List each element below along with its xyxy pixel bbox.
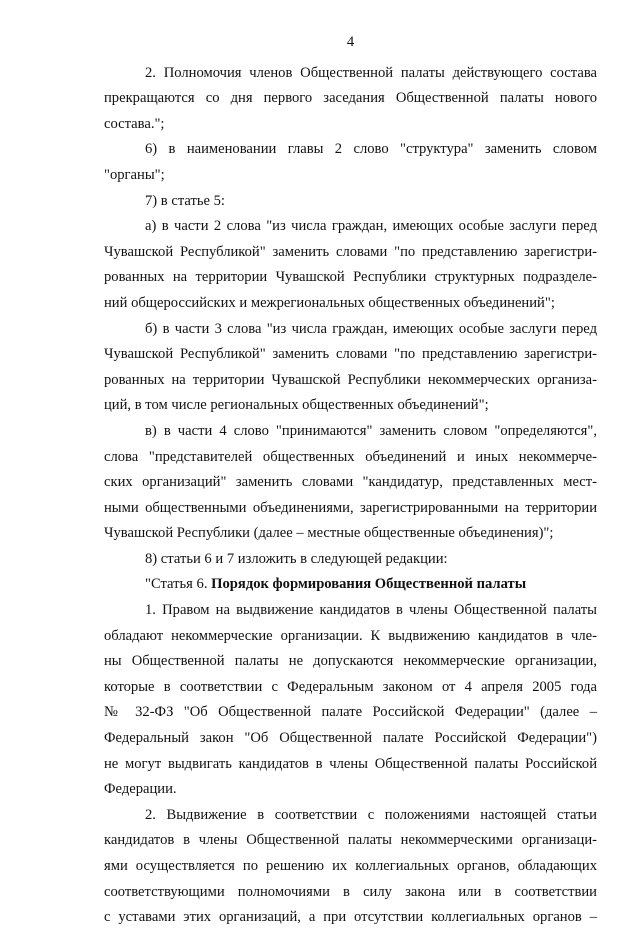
text-line: рованных на территории Чувашской Республики структурных подразделе-	[104, 269, 597, 286]
text-line: Чувашской Республикой" заменить словами "по представлению зарегистри-	[104, 243, 597, 260]
text-line: в) в части 4 слово "принимаются" заменить словом "определяются",	[145, 422, 597, 439]
text-line: 8) статьи 6 и 7 изложить в следующей редакции:	[145, 550, 448, 567]
text-line: кандидатов в члены Общественной палаты некоммерческими организаци-	[104, 832, 597, 849]
text-line: ний общероссийских и межрегиональных общественных объединений";	[104, 294, 555, 311]
text-line: состава.";	[104, 115, 165, 132]
page-number: 4	[346, 34, 355, 50]
text-line: Чувашской Республики (далее – местные общественные объединения)";	[104, 525, 554, 542]
text-line: Федеральный закон "Об Общественной палате Российской Федерации")	[104, 730, 597, 747]
text-line: ными общественными объединениями, зарегистрированными на территории	[104, 499, 597, 516]
text-line: "органы";	[104, 166, 165, 183]
text-line: 1. Правом на выдвижение кандидатов в члены Общественной палаты	[145, 602, 597, 619]
text-line: рованных на территории Чувашской Республики некоммерческих организа-	[104, 371, 597, 388]
text-line: обладают некоммерческие организации. К выдвижению кандидатов в чле-	[104, 627, 597, 644]
text-line	[104, 572, 597, 598]
text-line: с уставами этих организаций, а при отсутствии коллегиальных органов –	[104, 909, 597, 926]
text-line: прекращаются со дня первого заседания Общественной палаты нового	[104, 90, 597, 107]
text-line: б) в части 3 слова "из числа граждан, имеющих особые заслуги перед	[145, 320, 597, 337]
text-line: Чувашской Республикой" заменить словами "по представлению зарегистри-	[104, 346, 597, 363]
text-line: не могут выдвигать кандидатов в члены Общественной палаты Российской	[104, 755, 597, 772]
document-page	[104, 30, 597, 931]
text-line: ны Общественной палаты не допускаются некоммерческие организации,	[104, 653, 597, 670]
article-heading: Порядок формирования Общественной палаты	[211, 576, 527, 593]
text-line: слова "представителей общественных объединений и иных некоммерче-	[104, 448, 597, 465]
text-line: ями осуществляется по решению их коллегиальных органов, обладающих	[104, 858, 597, 874]
text-line: 6) в наименовании главы 2 слово "структура" заменить словом	[145, 141, 597, 158]
text-line: ций, в том числе региональных общественных объединений";	[104, 397, 489, 414]
article-prefix: "Статья 6.	[145, 576, 212, 593]
text-line: 7) в статье 5:	[145, 192, 225, 209]
text-line: ских организаций" заменить словами "кандидатур, представленных мест-	[104, 474, 597, 491]
text-line: соответствующими полномочиями в силу закона или в соответствии	[104, 883, 597, 900]
text-line: Федерации.	[104, 781, 177, 798]
text-line: 2. Выдвижение в соответствии с положениями настоящей статьи	[145, 806, 597, 823]
text-line: № 32-ФЗ "Об Общественной палате Российской Федерации" (далее –	[104, 704, 597, 721]
text-line: которые в соответствии с Федеральным законом от 4 апреля 2005 года	[104, 678, 597, 695]
document-body	[104, 61, 597, 931]
text-line: 2. Полномочия членов Общественной палаты действующего состава	[145, 64, 597, 81]
text-line: а) в части 2 слова "из числа граждан, имеющих особые заслуги перед	[145, 218, 597, 235]
